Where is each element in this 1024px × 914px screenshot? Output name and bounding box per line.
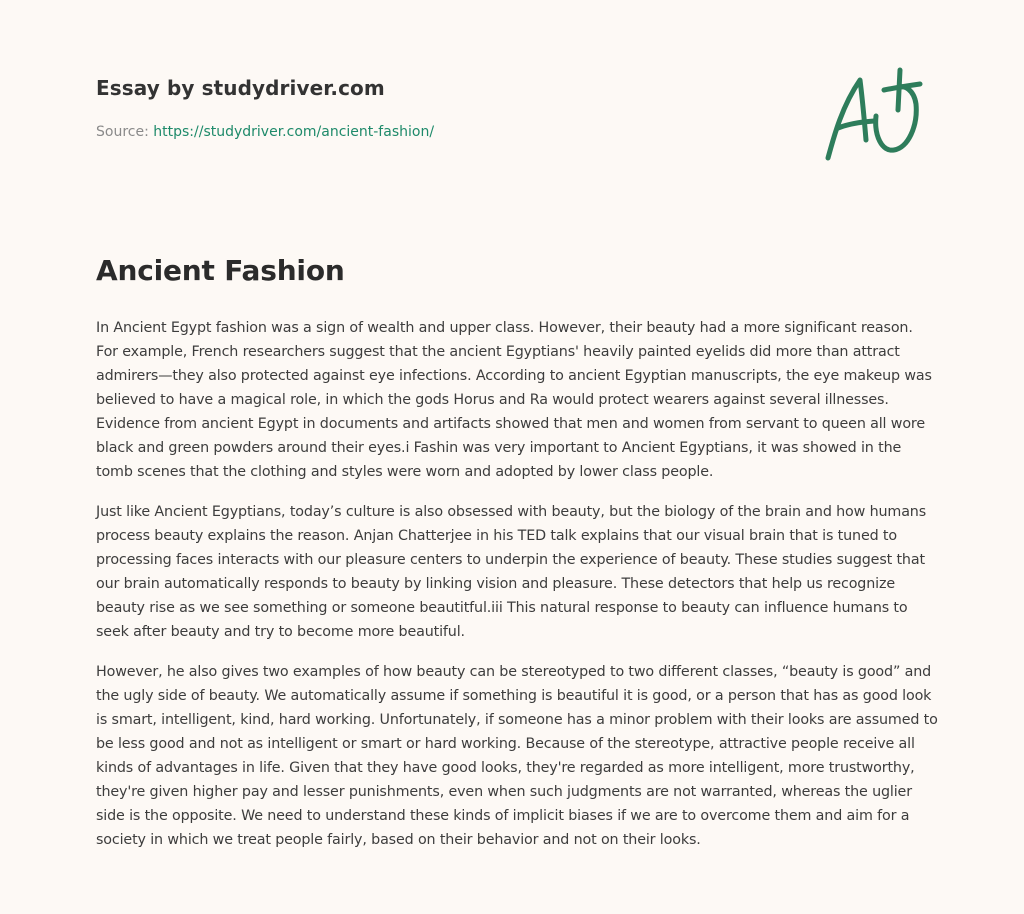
- source-line: [96, 124, 434, 140]
- source-label: Source:: [96, 124, 154, 140]
- essay-paragraph: In Ancient Egypt fashion was a sign of wealth and upper class. However, their beauty had a more significant reason. For example, French researchers suggest that the ancient Egyptians' heavily painted eyelids did more than attract admirers—they also protected against eye infections. According to ancient Egyptian manuscripts, the eye makeup was believed to have a magical role, in which the gods Horus and Ra would protect wearers against several illnesses. Evidence from ancient Egypt in documents and artifacts showed that men and women from servant to queen all wore black and green powders around their eyes.i Fashin was very important to Ancient Egyptians, it was showed in the tomb scenes that the clothing and styles were worn and adopted by lower class people.: [96, 320, 932, 480]
- essay-paragraph: Just like Ancient Egyptians, today’s culture is also obsessed with beauty, but the biology of the brain and how humans process beauty explains the reason. Anjan Chatterjee in his TED talk explains that our visual brain that is tuned to processing faces interacts with our pleasure centers to underpin the experience of beauty. These studies suggest that our brain automatically responds to beauty by linking vision and pleasure. These detectors that help us recognize beauty rise as we see something or someone beautitful.iii This natural response to beauty can influence humans to seek after beauty and try to become more beautiful.: [96, 504, 927, 640]
- essay-body: [96, 316, 938, 868]
- source-link[interactable]: https://studydriver.com/ancient-fashion/: [153, 124, 435, 140]
- site-title: Essay by studydriver.com: [96, 76, 385, 100]
- a-plus-logo-icon: [820, 66, 930, 166]
- essay-paragraph: However, he also gives two examples of how beauty can be stereotyped to two different classes, “beauty is good” and the ugly side of beauty. We automatically assume if something is beautiful it is good, or a person that has as good look is smart, intelligent, kind, hard working. Unfortunately, if someone has a minor problem with their looks are assumed to be less good and not as intelligent or smart or hard working. Because of the stereotype, attractive people receive all kinds of advantages in life. Given that they have good looks, they're regarded as more intelligent, more trustworthy, they're given higher pay and lesser punishments, even when such judgments are not warranted, whereas the uglier side is the opposite. We need to understand these kinds of implicit biases if we are to overcome them and aim for a society in which we treat people fairly, based on their behavior and not on their looks.: [96, 664, 938, 848]
- essay-header: [96, 74, 936, 164]
- essay-title: Ancient Fashion: [96, 254, 345, 287]
